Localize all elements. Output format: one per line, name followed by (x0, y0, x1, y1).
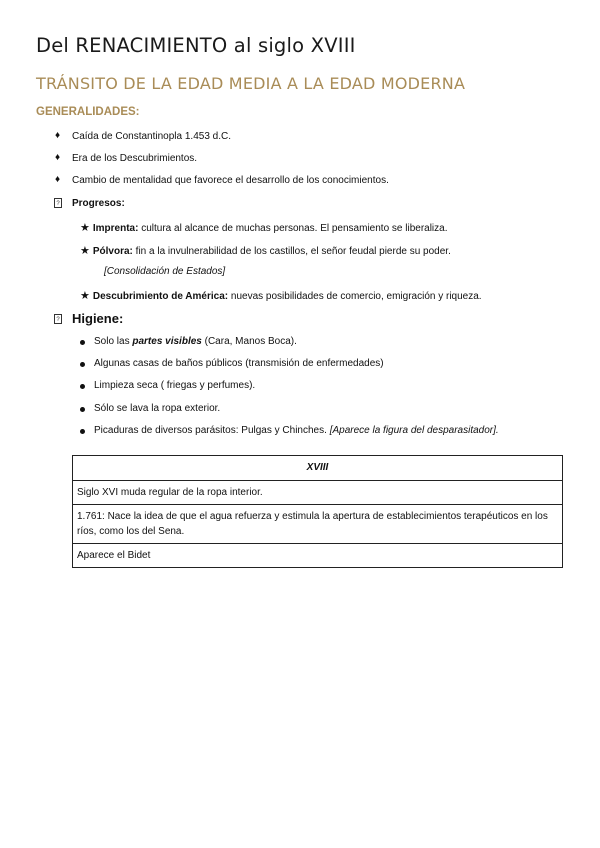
page-subtitle: TRÁNSITO DE LA EDAD MEDIA A LA EDAD MODERNA (36, 74, 466, 93)
list-item: Era de los Descubrimientos. (72, 153, 198, 164)
progreso-polvora: ★ Pólvora: fin a la invulnerabilidad de los castillos, el señor feudal pierde su poder. (80, 245, 451, 257)
higiene-heading: Higiene: (72, 311, 124, 326)
table-cell: Siglo XVI muda regular de la ropa interior. (73, 481, 563, 505)
table-cell: 1.761: Nace la idea de que el agua refuerza y estimula la apertura de establecimientos terapéuticos en los ríos, como los del Sena. (73, 505, 563, 544)
star-bullet-icon: ★ (80, 245, 90, 257)
higiene-item: Solo las partes visibles (Cara, Manos Boca). (94, 336, 297, 347)
polvora-note: [Consolidación de Estados] (104, 266, 226, 277)
xviii-table (72, 455, 563, 568)
table-header-cell: XVIII (73, 456, 563, 481)
table-header-row (73, 456, 563, 481)
list-item: Caída de Constantinopla 1.453 d.C. (72, 131, 231, 142)
star-bullet-icon: ★ (80, 290, 90, 302)
table-row (73, 544, 563, 568)
progresos-heading: Progresos: (72, 198, 125, 209)
dot-bullet-icon (80, 384, 85, 389)
diamond-bullet-icon: ♦ (55, 174, 61, 185)
higiene-item: Sólo se lava la ropa exterior. (94, 403, 221, 414)
table-cell: Aparece el Bidet (73, 544, 563, 568)
star-bullet-icon: ★ (80, 222, 90, 234)
higiene-item: Algunas casas de baños públicos (transmisión de enfermedades) (94, 358, 384, 369)
dot-bullet-icon (80, 362, 85, 367)
dot-bullet-icon (80, 340, 85, 345)
table-row (73, 505, 563, 544)
checkbox-bullet-icon: ? (54, 198, 62, 208)
dot-bullet-icon (80, 429, 85, 434)
higiene-item: Limpieza seca ( friegas y perfumes). (94, 380, 256, 391)
checkbox-bullet-icon: ? (54, 314, 62, 324)
diamond-bullet-icon: ♦ (55, 130, 61, 141)
page-title: Del RENACIMIENTO al siglo XVIII (36, 34, 356, 57)
section-heading-generalidades: GENERALIDADES: (36, 106, 140, 118)
table-row (73, 481, 563, 505)
diamond-bullet-icon: ♦ (55, 152, 61, 163)
progreso-america: ★ Descubrimiento de América: nuevas posibilidades de comercio, emigración y riqueza. (80, 290, 482, 302)
progreso-imprenta: ★ Imprenta: cultura al alcance de muchas personas. El pensamiento se liberaliza. (80, 222, 448, 234)
dot-bullet-icon (80, 407, 85, 412)
higiene-item: Picaduras de diversos parásitos: Pulgas y Chinches. [Aparece la figura del desparasitador]. (94, 425, 499, 436)
list-item: Cambio de mentalidad que favorece el desarrollo de los conocimientos. (72, 175, 389, 186)
